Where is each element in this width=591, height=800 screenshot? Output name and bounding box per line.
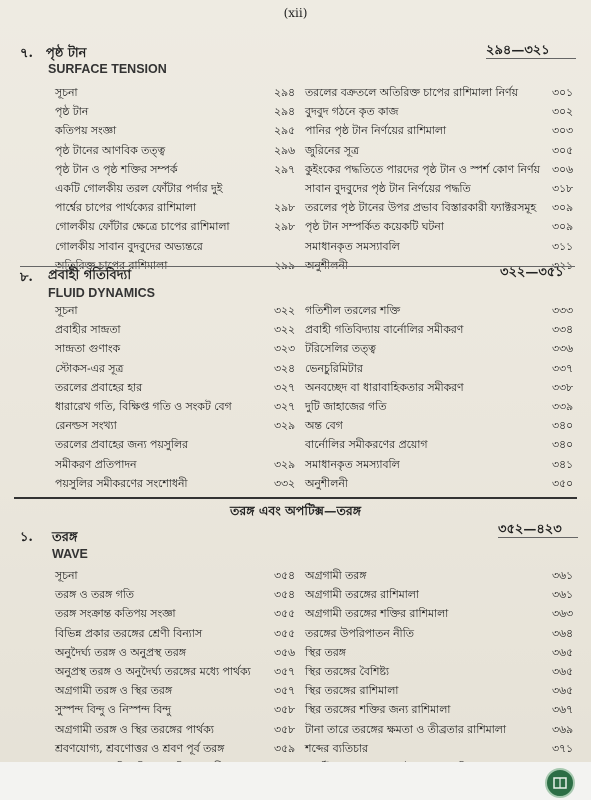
toc-entry-page: ৩০৯: [551, 220, 573, 234]
chapter-page-range: ৩৫২—৪২৩: [498, 522, 562, 537]
toc-entry-page: ৩৬৯: [551, 722, 573, 736]
toc-entry-title: তরঙ্গ সংক্রান্ত কতিপয় সংজ্ঞা: [55, 607, 176, 621]
toc-entry-title: পৃষ্ঠ টানের আণবিক তত্ত্ব: [55, 143, 166, 157]
toc-entry-page: ৩৫৫: [273, 607, 295, 621]
toc-entry-title: পয়সুলির সমীকরণের সংশোধনী: [55, 476, 188, 490]
toc-entry-title: স্টোকস-এর সূত্র: [55, 361, 124, 375]
toc-entry-page: ২৯৬: [273, 143, 295, 157]
chapter-number: ৮.: [20, 270, 33, 285]
toc-entry-page: ৩২৩: [273, 342, 295, 356]
toc-entry-page: ৩১১: [551, 239, 573, 253]
chapter-title-english: WAVE: [52, 547, 88, 561]
toc-entry-page: ২৯৭: [273, 162, 295, 176]
toc-entry-title: অগ্রগামী তরঙ্গের রাশিমালা: [305, 588, 419, 602]
toc-entry-title: বার্নোলির সমীকরণের প্রয়োগ: [305, 438, 428, 452]
toc-entry-title: সূচনা: [55, 569, 78, 582]
toc-entry-title: অনুদৈর্ঘ্য তরঙ্গ ও অনুপ্রস্থ তরঙ্গ: [55, 645, 186, 659]
toc-entry-title: একটি গোলকীয় তরল ফোঁটার পর্দার দুই: [55, 182, 223, 195]
toc-entry-title: সুস্পন্দ বিন্দু ও নিস্পন্দ বিন্দু: [55, 703, 171, 717]
toc-entry-page: ৩৩২: [273, 476, 295, 490]
toc-entry-page: ৩৩৮: [551, 380, 573, 394]
toc-entry-page: ৩০৫: [551, 143, 573, 157]
logo-badge: [545, 768, 575, 798]
toc-entry-page: ২৯৮: [273, 220, 295, 234]
toc-entry-title: অনুপ্রস্থ তরঙ্গ ও অনুদৈর্ঘ্য তরঙ্গের মধ্যে পার্থক্য: [55, 665, 251, 678]
toc-entry-title: রেনল্ডস সংখ্যা: [55, 419, 117, 433]
toc-entry-page: ৩৬১: [551, 588, 573, 602]
toc-entry-title: পানির পৃষ্ঠ টান নির্ণয়ের রাশিমালা: [305, 124, 447, 138]
toc-entry-title: অনবচ্ছেদ বা ধারাবাহিকতার সমীকরণ: [305, 380, 464, 394]
toc-entry-title: তরলের প্রবাহের জন্য পয়সুলির: [55, 438, 188, 452]
toc-entry-page: ৩৫৪: [273, 588, 295, 602]
toc-entry-title: পৃষ্ঠ টান সম্পর্কিত কয়েকটি ঘটনা: [305, 220, 444, 234]
chapter-title-english: FLUID DYNAMICS: [48, 286, 155, 300]
toc-entry-title: কতিপয় সংজ্ঞা: [55, 124, 117, 138]
toc-entry-page: ৩৩৬: [551, 342, 573, 356]
toc-entry-page: ২৯৪: [273, 86, 295, 99]
toc-entry-page: ৩৪০: [551, 438, 573, 452]
toc-entry-title: শ্রবণযোগ্য, শ্রবণোত্তর ও শ্রবণ পূর্ব তরঙ্গ: [55, 741, 225, 755]
toc-entry-title: অন্ত বেগ: [305, 419, 343, 433]
toc-entry-title: পার্শ্বের চাপের পার্থক্যের রাশিমালা: [55, 201, 197, 215]
divider: [14, 497, 577, 499]
toc-entry-title: পৃষ্ঠ টান: [55, 105, 89, 119]
toc-entry-page: ৩৩৩: [551, 304, 573, 317]
toc-entry-page: ৩৬৫: [551, 665, 573, 678]
toc-entry-title: অগ্রগামী তরঙ্গ: [305, 569, 367, 582]
toc-entry-title: অগ্রগামী তরঙ্গ ও স্থির তরঙ্গের পার্থক্য: [55, 722, 214, 736]
toc-entry-title: কুইংকের পদ্ধতিতে পারদের পৃষ্ঠ টান ও স্পর্শ কোণ নির্ণয়: [305, 162, 540, 176]
toc-entry-page: ৩৬৩: [551, 607, 573, 621]
toc-entry-page: ৩৩৯: [551, 400, 573, 413]
toc-entry-page: ৩৪১: [551, 457, 573, 471]
toc-entry-title: পৃষ্ঠ টান ও পৃষ্ঠ শক্তির সম্পর্ক: [55, 162, 178, 176]
chapter-page-range: ৩২২—৩৫১: [500, 265, 564, 280]
divider: [498, 537, 578, 538]
toc-entry-page: ৩২২: [273, 323, 295, 337]
toc-entry-page: ২৯৮: [273, 201, 295, 215]
toc-entry-page: ৩০৬: [551, 162, 573, 176]
toc-entry-title: সাবান বুদবুদের পৃষ্ঠ টান নির্ণয়ের পদ্ধতি: [305, 182, 471, 195]
toc-entry-page: ৩৬৫: [551, 684, 573, 698]
toc-entry-title: তরলের বক্রতলে অতিরিক্ত চাপের রাশিমালা নির্ণয়: [305, 86, 518, 99]
toc-entry-title: সূচনা: [55, 86, 78, 99]
part-title: তরঙ্গ এবং অপটিক্স—তরঙ্গ: [229, 503, 362, 518]
toc-entry-title: ভেনচুরিমিটার: [305, 361, 363, 375]
toc-entry-title: প্রবাহীর সান্দ্রতা: [55, 323, 121, 337]
toc-entry-title: টানা তারে তরঙ্গের ক্ষমতা ও তীব্রতার রাশিমালা: [305, 722, 506, 736]
toc-entry-title: অনুশীলনী: [305, 476, 348, 490]
toc-entry-title: গোলকীয় সাবান বুদবুদের অভ্যন্তরে: [55, 239, 203, 253]
toc-entry-page: ৩৩৪: [551, 323, 573, 337]
toc-entry-title: সমাধানকৃত সমস্যাবলি: [305, 239, 400, 253]
toc-entry-title: অগ্রগামী তরঙ্গ ও স্থির তরঙ্গ: [55, 684, 172, 698]
toc-entry-title: সমাধানকৃত সমস্যাবলি: [305, 457, 400, 471]
toc-entry-title: তরলের পৃষ্ঠ টানের উপর প্রভাব বিস্তারকারী ফ্যাক্টরসমূহ: [305, 201, 537, 215]
toc-entry-page: ৩৫৫: [273, 626, 295, 640]
toc-entry-title: বুদবুদ গঠনে কৃত কাজ: [305, 105, 399, 119]
toc-entry-page: ৩২৪: [273, 361, 295, 375]
toc-entry-title: শব্দের ব্যতিচার: [305, 741, 368, 755]
toc-entry-title: স্থির তরঙ্গের শক্তির জন্য রাশিমালা: [305, 703, 451, 717]
toc-entry-title: অগ্রগামী তরঙ্গের শক্তির রাশিমালা: [305, 607, 449, 621]
toc-entry-page: ৩৫৭: [273, 684, 295, 698]
toc-entry-page: ৩০৯: [551, 201, 573, 215]
toc-entry-title: ধারারেখ গতি, বিক্ষিপ্ত গতি ও সংকট বেগ: [55, 400, 232, 413]
toc-entry-title: স্থির তরঙ্গের বৈশিষ্ট্য: [305, 665, 389, 678]
chapter-number: ১.: [20, 530, 33, 545]
toc-entry-page: ৩০৩: [551, 124, 573, 138]
toc-entry-page: ৩৬৫: [551, 645, 573, 659]
bottom-strip: [0, 762, 591, 800]
toc-entry-page: ৩৬৭: [551, 703, 573, 717]
toc-entry-page: ৩০২: [551, 105, 573, 119]
toc-entry-page: ৩৫৮: [273, 703, 295, 717]
toc-entry-title: সান্দ্রতা গুণাংক: [55, 342, 121, 356]
toc-entry-title: সমীকরণ প্রতিপাদন: [55, 457, 137, 471]
toc-entry-page: ৩১৮: [551, 182, 573, 195]
toc-entry-page: ৩৪০: [551, 419, 573, 433]
toc-entry-title: স্থির তরঙ্গের রাশিমালা: [305, 684, 399, 698]
chapter-title: পৃষ্ঠ টান: [46, 46, 87, 61]
book-icon: [552, 775, 568, 791]
toc-entry-title: গতিশীল তরলের শক্তি: [305, 304, 400, 317]
toc-entry-page: ২৯৫: [273, 124, 295, 138]
toc-entry-title: সূচনা: [55, 304, 78, 317]
toc-entry-page: ৩৫৯: [273, 741, 295, 755]
toc-entry-title: তরঙ্গ ও তরঙ্গ গতি: [55, 588, 134, 602]
toc-entry-title: বিভিন্ন প্রকার তরঙ্গের শ্রেণী বিন্যাস: [55, 626, 203, 640]
toc-entry-page: ৩৫৪: [273, 569, 295, 582]
toc-entry-page: ৩২৯: [273, 457, 295, 471]
chapter-title-english: SURFACE TENSION: [48, 62, 167, 76]
page-number: (xii): [283, 6, 308, 20]
toc-entry-page: ৩৫০: [551, 476, 573, 490]
toc-entry-page: ৩০১: [551, 86, 573, 99]
toc-entry-title: জুরিনের সূত্র: [305, 143, 359, 157]
toc-entry-title: তরলের প্রবাহের হার: [55, 380, 143, 394]
divider: [486, 58, 576, 59]
toc-entry-title: প্রবাহী গতিবিদ্যায় বার্নোলির সমীকরণ: [305, 323, 464, 337]
toc-entry-title: তরঙ্গের উপরিপাতন নীতি: [305, 626, 414, 640]
toc-entry-title: গোলকীয় ফোঁটার ক্ষেত্রে চাপের রাশিমালা: [55, 220, 230, 234]
chapter-number: ৭.: [20, 46, 33, 61]
toc-entry-page: ২৯৪: [273, 105, 295, 119]
toc-entry-page: ৩২২: [273, 304, 295, 317]
toc-entry-page: ৩২৭: [273, 400, 295, 413]
toc-entry-title: টরিসেলির তত্ত্ব: [305, 342, 376, 356]
chapter-page-range: ২৯৪—৩২১: [486, 43, 550, 58]
toc-entry-page: ৩৫৮: [273, 722, 295, 736]
toc-entry-title: দুটি জাহাজের গতি: [305, 400, 387, 413]
toc-entry-page: ৩৬৪: [551, 626, 573, 640]
toc-entry-page: ৩৫৭: [273, 665, 295, 678]
toc-entry-page: ৩৫৬: [273, 645, 295, 659]
chapter-title: তরঙ্গ: [52, 530, 78, 545]
toc-entry-page: ৩৭১: [551, 741, 573, 755]
toc-entry-title: স্থির তরঙ্গ: [305, 645, 346, 659]
toc-entry-page: ৩২৯: [273, 419, 295, 433]
toc-entry-page: ৩৩৭: [551, 361, 573, 375]
chapter-title: প্রবাহী গতিবিদ্যা: [48, 268, 132, 283]
toc-entry-page: ৩৬১: [551, 569, 573, 582]
toc-entry-page: ৩২৭: [273, 380, 295, 394]
